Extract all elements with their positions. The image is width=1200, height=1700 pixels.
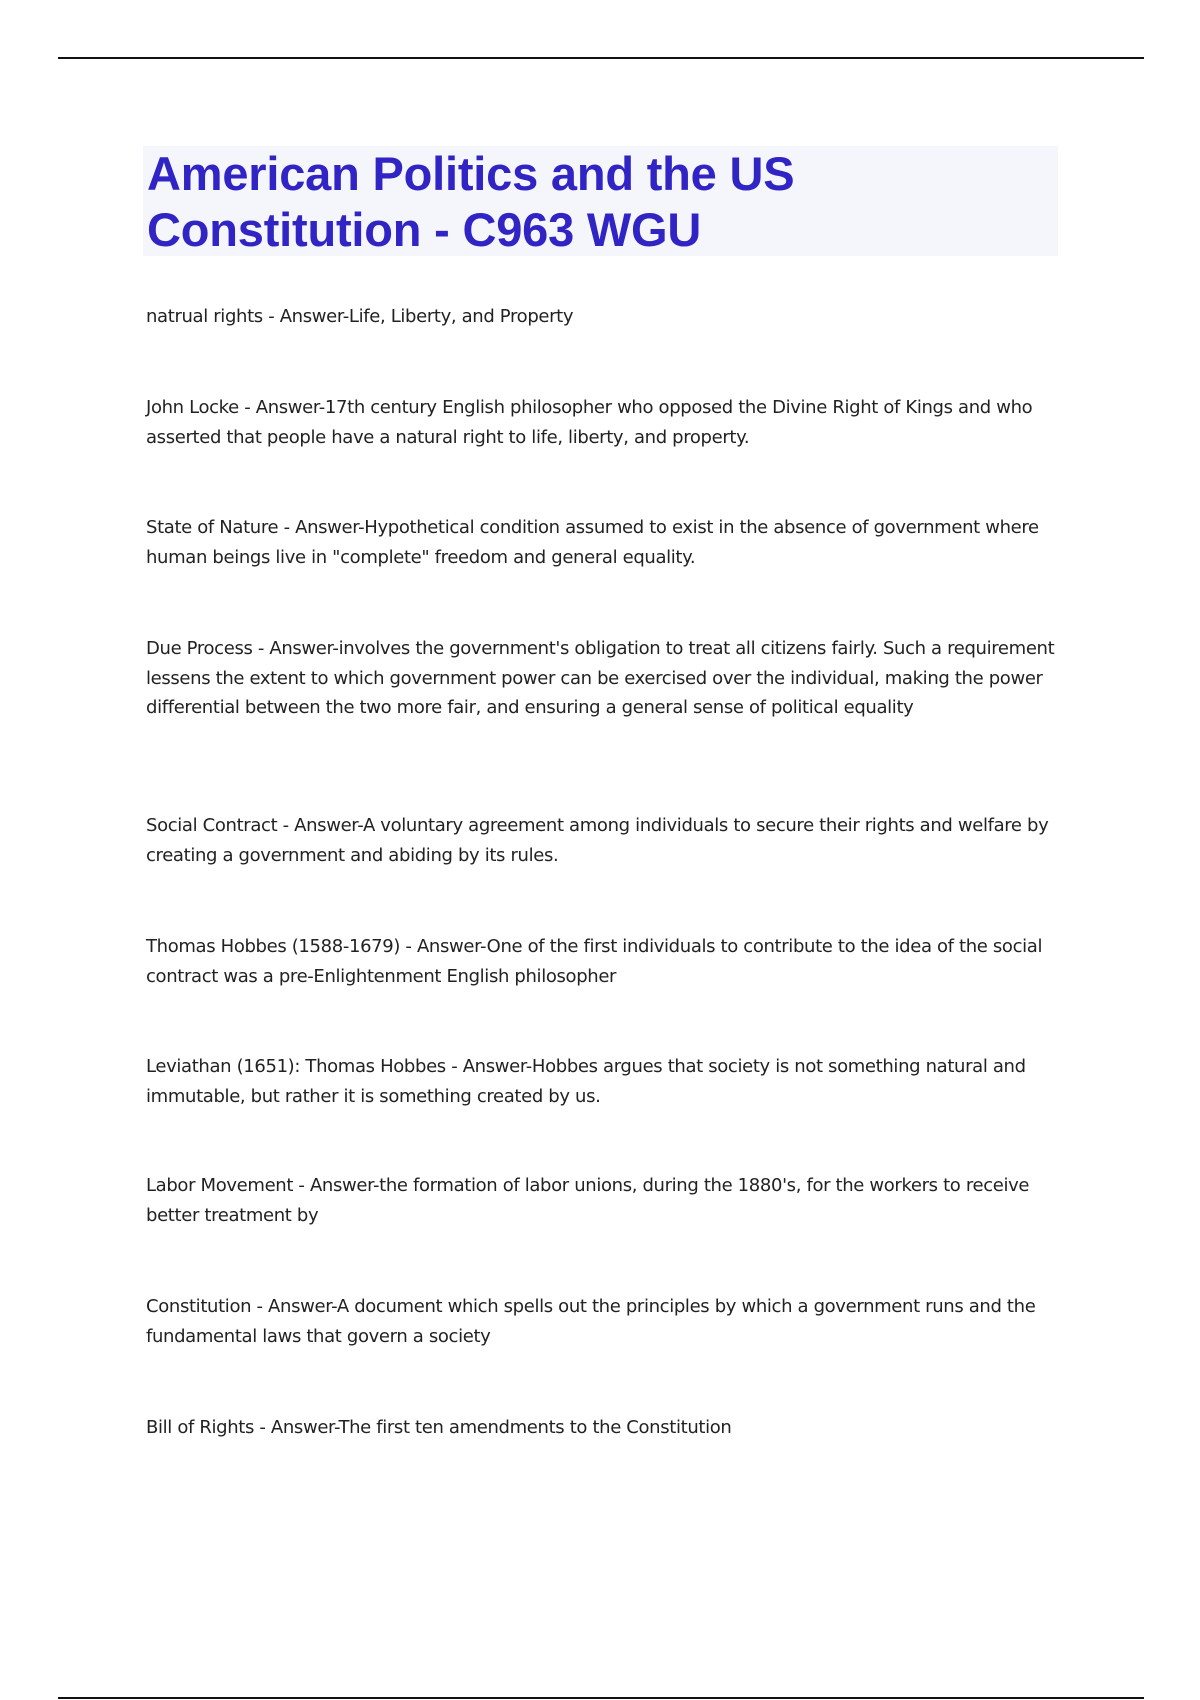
entry-natural-rights: natrual rights - Answer-Life, Liberty, and Property: [146, 306, 574, 327]
entry-constitution: Constitution - Answer-A document which spells out the principles by which a government runs and the fundamental laws that govern a society: [146, 1296, 1036, 1347]
entry-john-locke: John Locke - Answer-17th century English philosopher who opposed the Divine Right of Kings and who asserted that people have a natural right to life, liberty, and property.: [146, 397, 1033, 448]
document-title: American Politics and the US Constitution - C963 WGU: [147, 147, 795, 256]
entry-due-process: Due Process - Answer-involves the government's obligation to treat all citizens fairly. Such a requirement lessens the extent to which government power can be exercised over the individual, making the power differential between the two more fair, and ensuring a general sense of political equality: [146, 638, 1055, 718]
entry-state-of-nature: State of Nature - Answer-Hypothetical condition assumed to exist in the absence of government where human beings live in "complete" freedom and general equality.: [146, 517, 1039, 568]
title-block: [143, 146, 1058, 256]
entry-social-contract: Social Contract - Answer-A voluntary agreement among individuals to secure their rights and welfare by creating a government and abiding by its rules.: [146, 815, 1049, 866]
header-rule: [58, 57, 1144, 59]
entry-thomas-hobbes: Thomas Hobbes (1588-1679) - Answer-One of the first individuals to contribute to the idea of the social contract was a pre-Enlightenment English philosopher: [146, 936, 1043, 987]
footer-rule: [58, 1697, 1144, 1699]
entry-leviathan: Leviathan (1651): Thomas Hobbes - Answer-Hobbes argues that society is not something natural and immutable, but rather it is something created by us.: [146, 1056, 1026, 1107]
entry-labor-movement: Labor Movement - Answer-the formation of labor unions, during the 1880's, for the workers to receive better treatment by: [146, 1175, 1030, 1226]
entry-bill-of-rights: Bill of Rights - Answer-The first ten amendments to the Constitution: [146, 1417, 732, 1438]
